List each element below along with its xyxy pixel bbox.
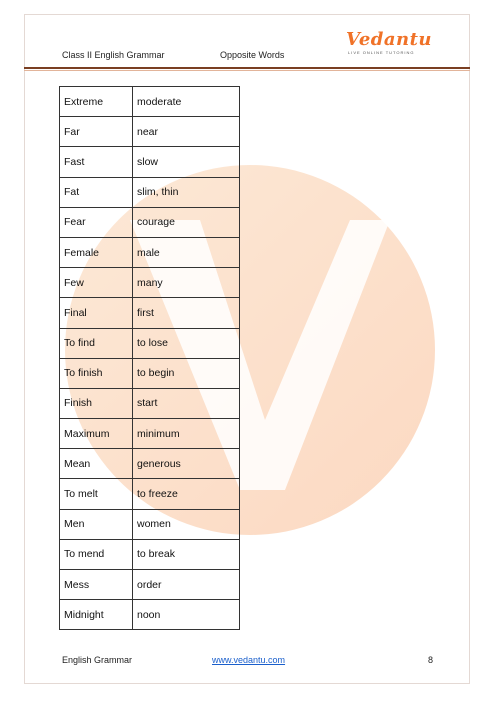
table-row [60, 268, 240, 298]
footer-title: English Grammar [62, 655, 133, 665]
word-cell: To find [60, 328, 133, 358]
word-cell: To finish [60, 358, 133, 388]
word-cell: To mend [60, 539, 133, 569]
opposite-cell: near [133, 117, 240, 147]
table-row [60, 237, 240, 267]
table-row [60, 207, 240, 237]
opposite-cell: slim, thin [133, 177, 240, 207]
table-row [60, 419, 240, 449]
word-cell: Far [60, 117, 133, 147]
table-row [60, 87, 240, 117]
opposite-cell: start [133, 388, 240, 418]
opposite-cell: moderate [133, 87, 240, 117]
word-cell: Fear [60, 207, 133, 237]
word-cell: Maximum [60, 419, 133, 449]
opposite-cell: noon [133, 600, 240, 630]
word-cell: Fast [60, 147, 133, 177]
table-row [60, 539, 240, 569]
logo-wordmark: Vedantu [346, 29, 433, 50]
opposite-cell: to begin [133, 358, 240, 388]
word-cell: Female [60, 237, 133, 267]
logo-tagline: LIVE ONLINE TUTORING [348, 50, 415, 55]
table-row [60, 298, 240, 328]
opposite-cell: male [133, 237, 240, 267]
word-cell: To melt [60, 479, 133, 509]
table-row [60, 117, 240, 147]
opposite-words-table [59, 86, 240, 630]
opposite-cell: to lose [133, 328, 240, 358]
header-rule-light [24, 70, 470, 71]
word-cell: Mean [60, 449, 133, 479]
table-row [60, 449, 240, 479]
table-row [60, 600, 240, 630]
opposite-cell: generous [133, 449, 240, 479]
header-topic: Opposite Words [220, 50, 285, 60]
word-cell: Fat [60, 177, 133, 207]
table-row [60, 570, 240, 600]
table-row [60, 177, 240, 207]
word-cell: Men [60, 509, 133, 539]
table-row [60, 509, 240, 539]
opposite-cell: order [133, 570, 240, 600]
table-row [60, 388, 240, 418]
table-row [60, 147, 240, 177]
header-class-title: Class II English Grammar [62, 50, 165, 60]
footer-website-link[interactable]: www.vedantu.com [212, 655, 286, 665]
opposite-cell: to break [133, 539, 240, 569]
word-cell: Few [60, 268, 133, 298]
opposite-cell: slow [133, 147, 240, 177]
word-cell: Finish [60, 388, 133, 418]
word-cell: Midnight [60, 600, 133, 630]
table-row [60, 358, 240, 388]
word-cell: Extreme [60, 87, 133, 117]
opposite-cell: to freeze [133, 479, 240, 509]
word-cell: Final [60, 298, 133, 328]
table-row [60, 328, 240, 358]
opposite-cell: first [133, 298, 240, 328]
opposite-cell: women [133, 509, 240, 539]
table-row [60, 479, 240, 509]
opposite-cell: courage [133, 207, 240, 237]
header-rule [24, 67, 470, 69]
opposite-cell: many [133, 268, 240, 298]
word-cell: Mess [60, 570, 133, 600]
page-number: 8 [428, 655, 434, 665]
vedantu-logo [336, 28, 446, 58]
opposite-cell: minimum [133, 419, 240, 449]
